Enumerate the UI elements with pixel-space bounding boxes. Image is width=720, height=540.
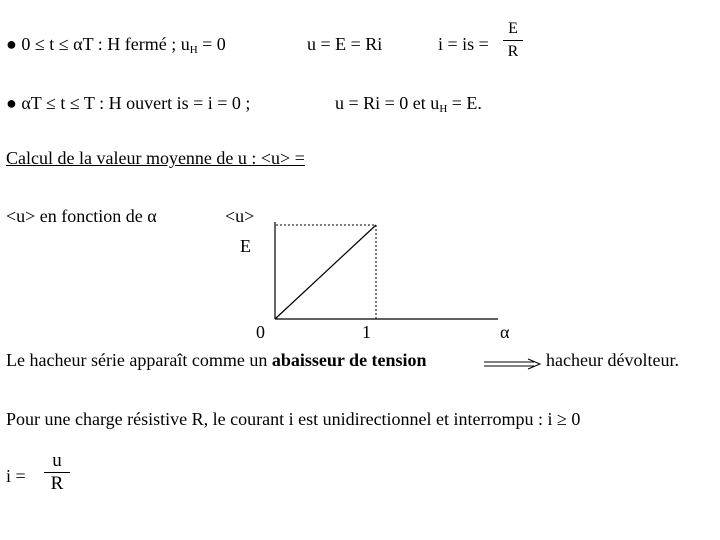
equation-u-open: u = Ri = 0 et $u_H = E$.: [335, 93, 482, 115]
equation-is: i = is =: [438, 34, 489, 54]
equation-u-closed: u = E = Ri: [307, 34, 383, 54]
resistive-load-statement: Pour une charge résistive R, le courant i est unidirectionnel et interrompu : i ≥ 0: [6, 409, 581, 429]
fraction-e-over-r: E R: [503, 20, 523, 61]
bullet: ●: [6, 93, 17, 113]
mean-value-line: [275, 225, 376, 319]
hacheur-devolteur: hacheur dévolteur.: [546, 350, 679, 370]
condition-open: ● αT ≤ t ≤ T : H ouvert is = i = 0 ;: [6, 93, 251, 113]
hacheur-statement: Le hacheur série apparaît comme un abaisseur de tension: [6, 350, 427, 370]
y-tick-e: E: [240, 236, 251, 256]
x-tick-one: 1: [362, 322, 371, 342]
x-axis-label: α: [500, 322, 510, 342]
y-axis-label: <u>: [225, 206, 255, 226]
double-arrow-icon: [484, 358, 544, 370]
fraction-u-over-r: u R: [44, 452, 70, 493]
x-tick-zero: 0: [256, 322, 265, 342]
condition-closed: ● 0 ≤ t ≤ αT : H fermé ; $u_H = 0$: [6, 34, 226, 56]
bullet: ●: [6, 34, 17, 54]
mean-value-heading: Calcul de la valeur moyenne de u : <u> =: [6, 148, 305, 168]
bold-term: abaisseur de tension: [271, 350, 427, 370]
graph-caption: <u> en fonction de α: [6, 206, 157, 226]
current-equation-lhs: i =: [6, 466, 26, 486]
